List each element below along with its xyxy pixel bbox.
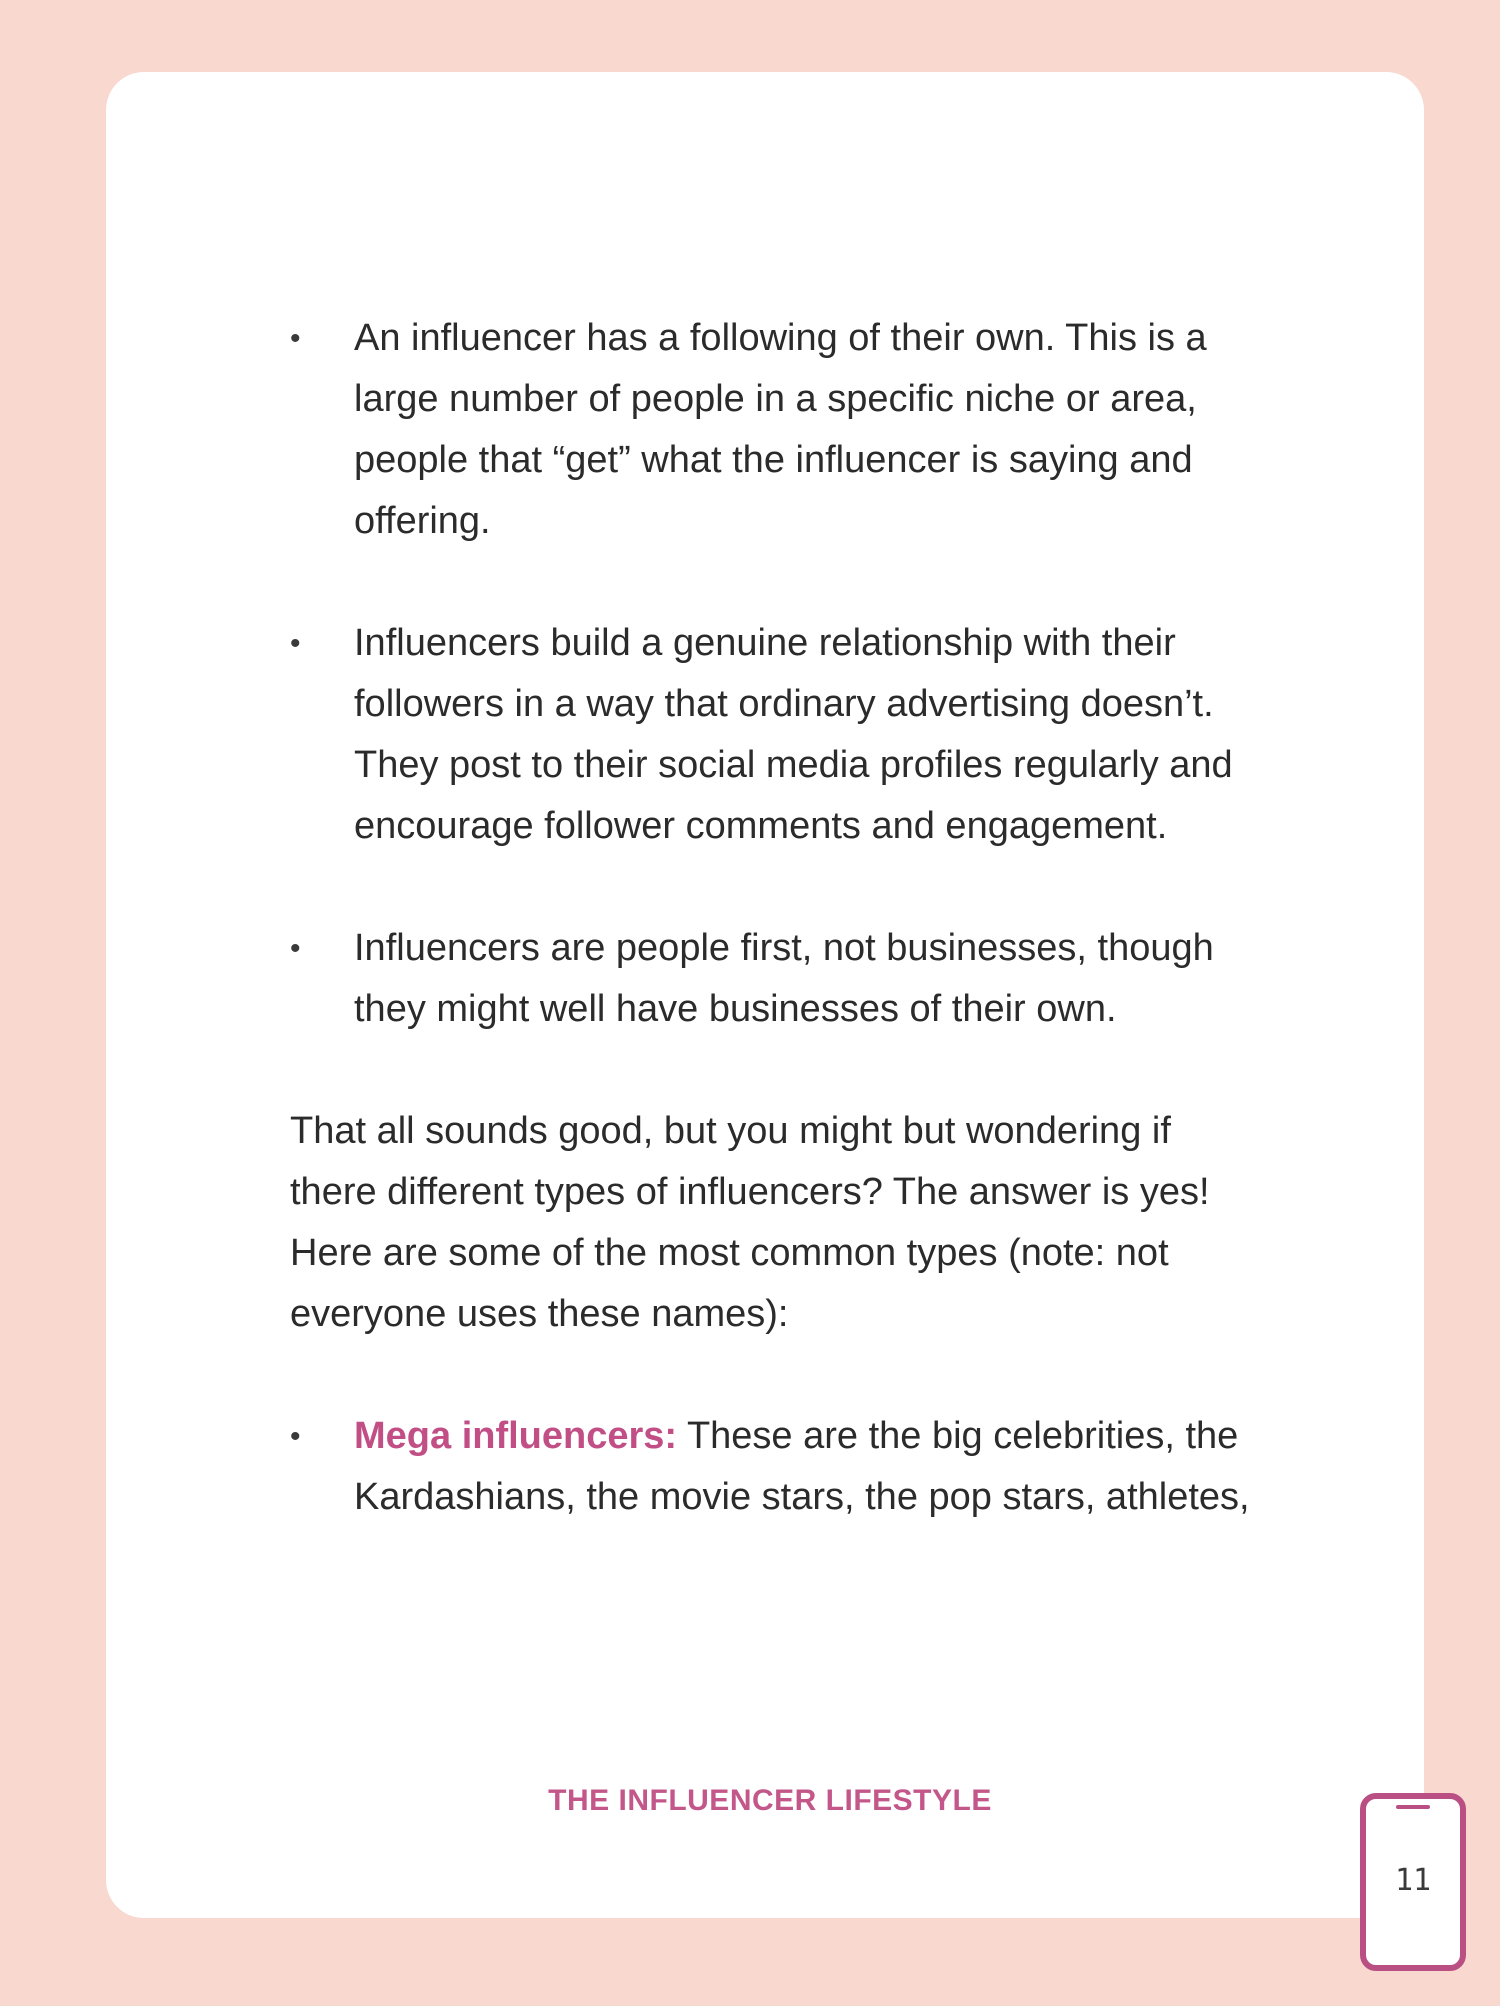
page-content — [290, 308, 1250, 1589]
phone-icon — [1360, 1793, 1466, 1971]
page-number: 11 — [1394, 1863, 1432, 1898]
bullet-text: An influencer has a following of their own. This is a large number of people in a specific niche or area, people that “get” what the influencer is saying and offering. — [354, 317, 1207, 542]
running-footer-title: THE INFLUENCER LIFESTYLE — [548, 1784, 992, 1817]
phone-notch — [1396, 1805, 1430, 1809]
type-term: Mega influencers: — [354, 1415, 678, 1457]
body-paragraph: That all sounds good, but you might but wondering if there different types of influencers? The answer is yes! Here are some of the most common types (note: not everyone uses these names): — [290, 1110, 1210, 1335]
bullet-item — [290, 918, 1250, 1040]
bullet-item — [290, 308, 1250, 552]
bullet-text: Influencers build a genuine relationship with their followers in a way that ordinary advertising doesn’t. They post to their social media profiles regularly and encourage follower comments and engagement. — [354, 622, 1233, 847]
bullet-text: Influencers are people first, not businesses, though they might well have businesses of their own. — [354, 927, 1214, 1030]
bullet-dot-icon: • — [290, 322, 301, 355]
bullet-item — [290, 613, 1250, 857]
type-text — [354, 1406, 1250, 1528]
bullet-dot-icon: • — [290, 932, 301, 965]
type-description: These are the big celebrities, the Kardashians, the movie stars, the pop stars, athletes, — [354, 1415, 1250, 1518]
bullet-dot-icon: • — [290, 627, 301, 660]
type-item — [290, 1406, 1250, 1528]
bullet-dot-icon: • — [290, 1420, 301, 1453]
